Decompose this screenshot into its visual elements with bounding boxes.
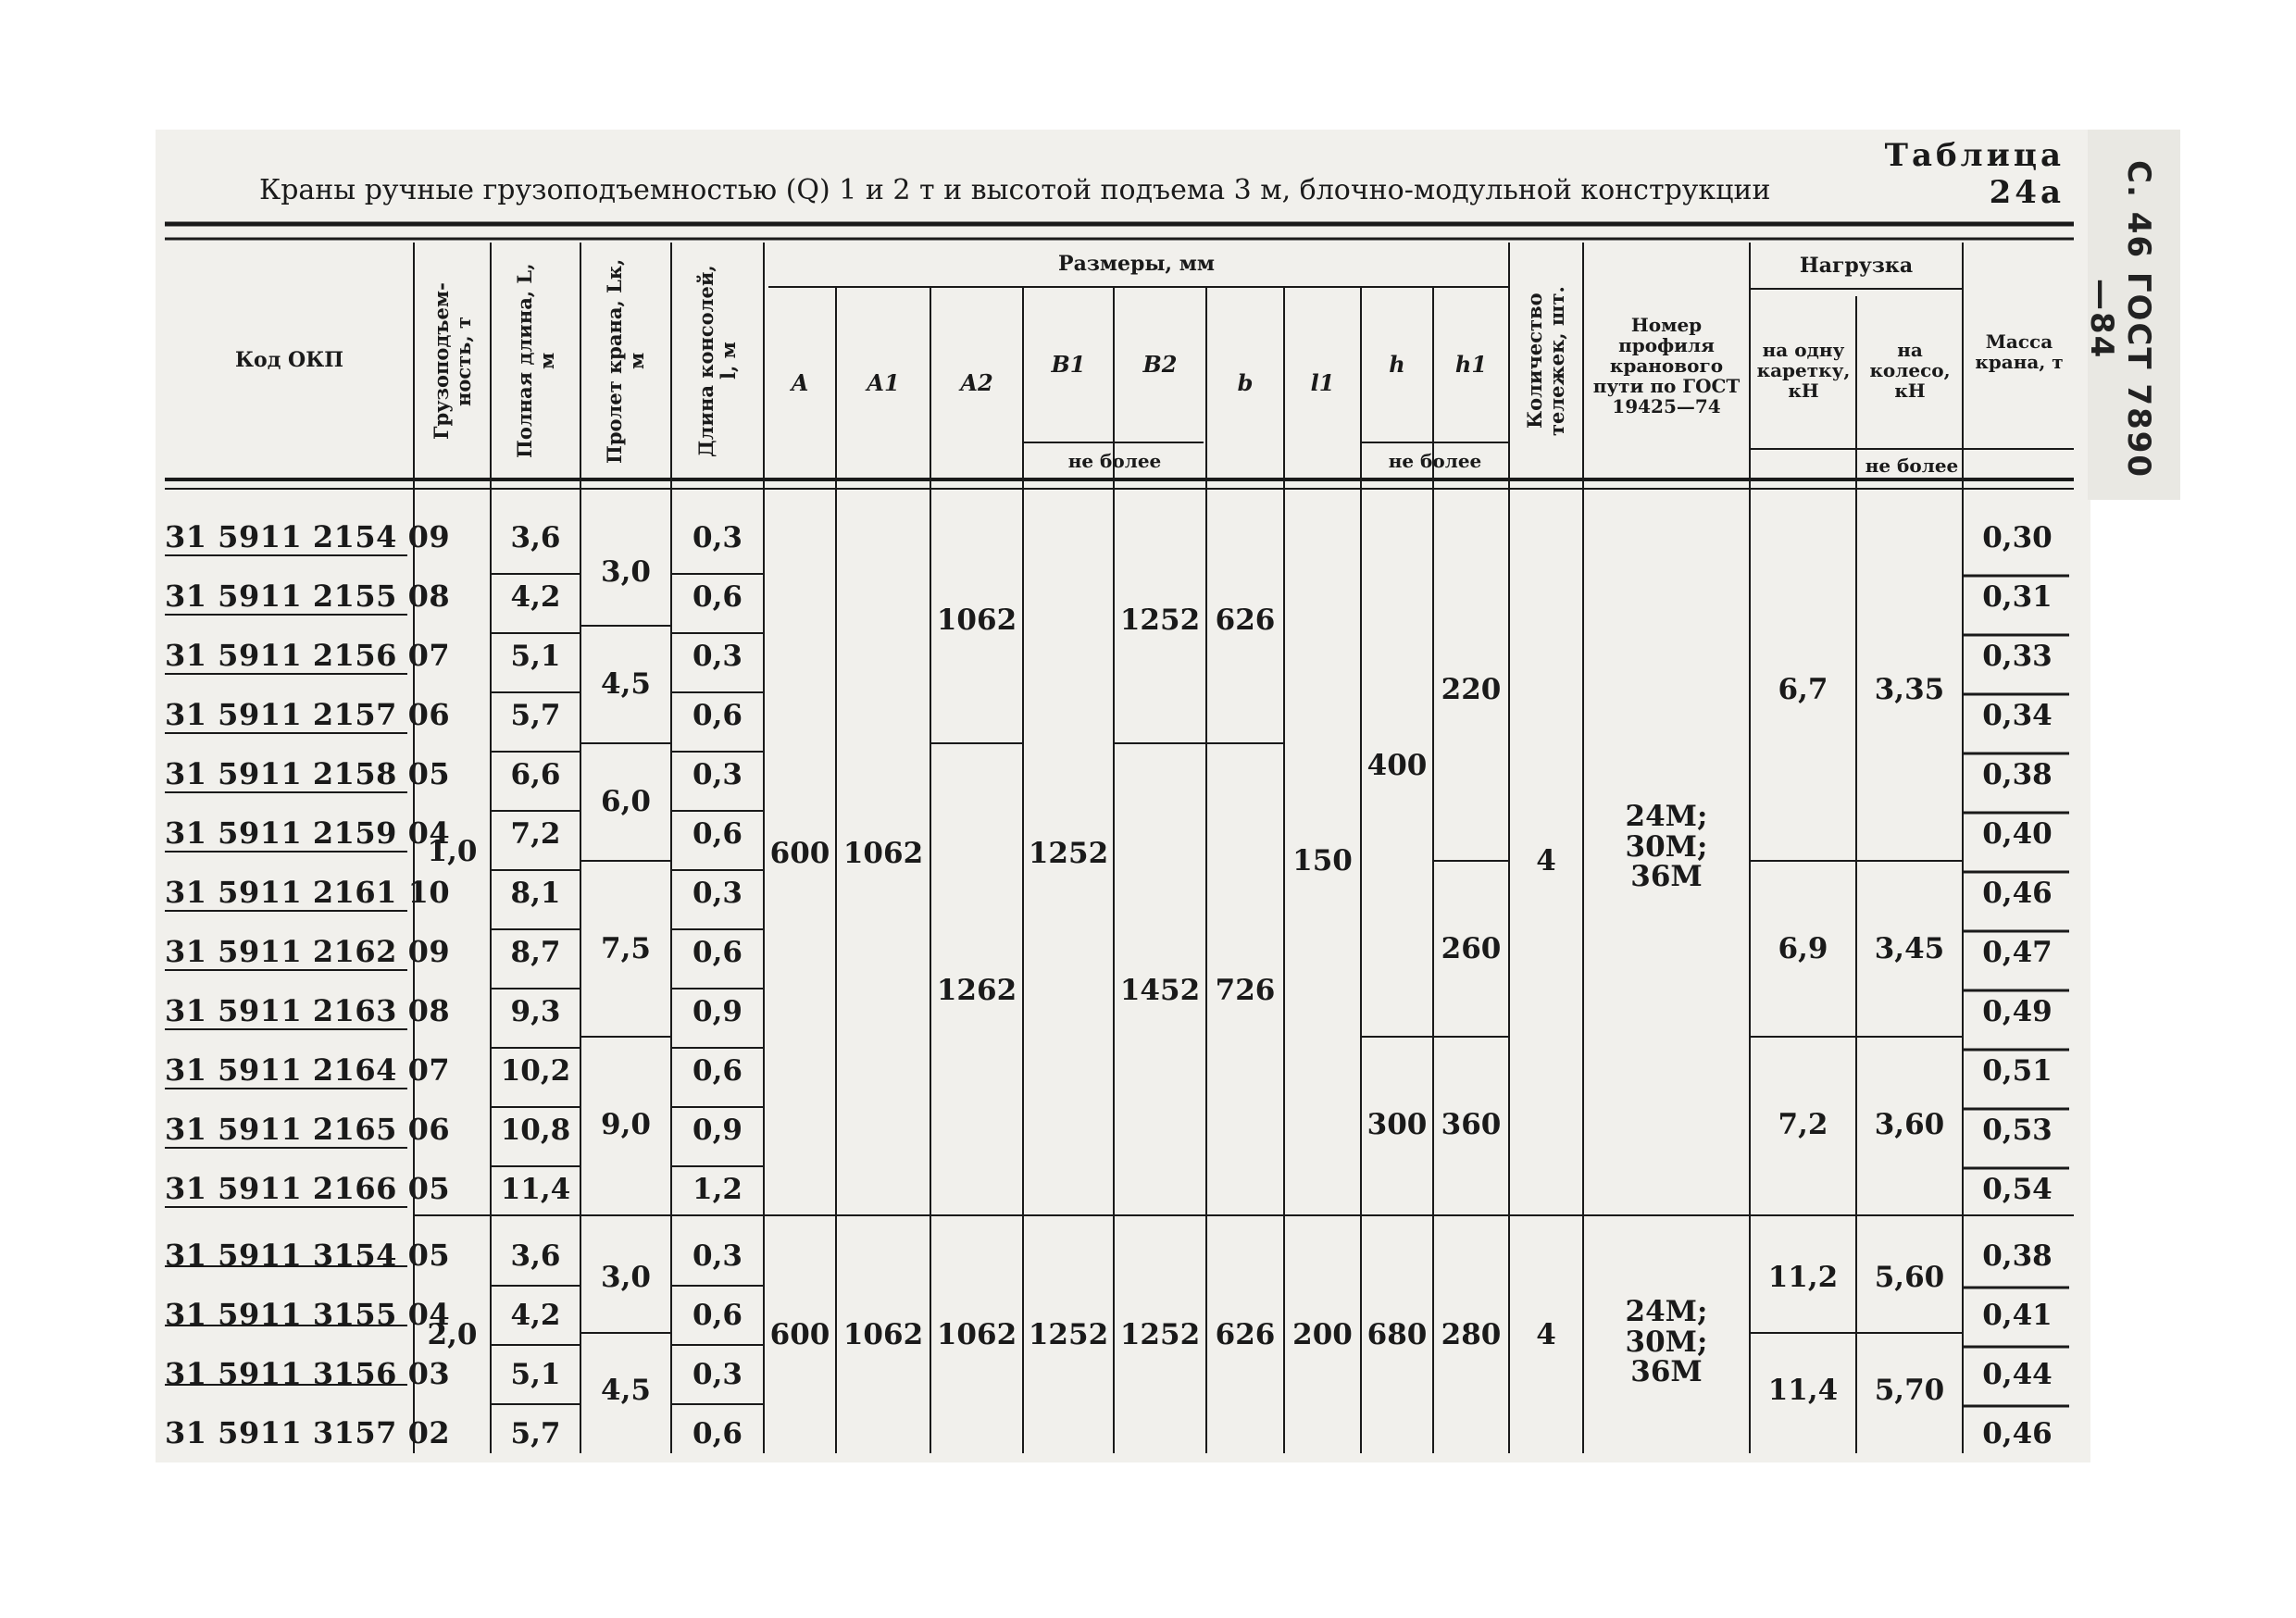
header-B1: B1	[1051, 351, 1086, 379]
h1-cell: 220	[1441, 672, 1502, 706]
full-length-value: 4,2	[510, 1298, 561, 1332]
full-length-value: 5,1	[510, 1357, 561, 1391]
header-mass: Масса крана, т	[1975, 330, 2064, 373]
mass-value: 0,40	[1982, 816, 2053, 851]
console-length-value: 0,6	[693, 935, 742, 969]
header-not-more-h: не более	[1388, 449, 1482, 472]
okp-code: 31 5911 2166 05	[165, 1171, 451, 1207]
A-cell: 600	[769, 1318, 830, 1352]
header-code: Код ОКП	[235, 348, 343, 373]
load-wheel-cell: 3,35	[1874, 672, 1945, 706]
b-cell: 626	[1215, 1318, 1276, 1352]
console-length-value: 0,3	[693, 1357, 742, 1391]
load-cart-cell: 11,4	[1767, 1374, 1839, 1408]
B1-cell: 1252	[1028, 1318, 1109, 1352]
mass-value: 0,54	[1982, 1172, 2053, 1206]
h1-cell: 260	[1441, 931, 1502, 965]
A1-cell: 1062	[842, 837, 924, 871]
full-length-value: 3,6	[510, 1238, 561, 1273]
load-cart-cell: 6,7	[1778, 672, 1828, 706]
mass-value: 0,46	[1982, 876, 2053, 910]
header-full-length: Полная длина, L, м	[512, 263, 558, 459]
l1-cell: 150	[1292, 843, 1353, 877]
header-A1: A1	[867, 369, 900, 397]
full-length-value: 8,7	[510, 935, 561, 969]
span-cell: 9,0	[601, 1107, 651, 1141]
full-length-value: 7,2	[510, 816, 561, 851]
A2-cell: 1062	[936, 603, 1017, 637]
B2-cell: 1252	[1119, 1318, 1201, 1352]
header-not-more-b: не более	[1067, 449, 1162, 472]
capacity-group-2: 2,0	[427, 1318, 478, 1352]
console-length-value: 0,6	[693, 579, 742, 614]
mass-value: 0,31	[1982, 579, 2053, 614]
load-cart-cell: 11,2	[1767, 1260, 1839, 1294]
okp-code: 31 5911 2157 06	[165, 697, 451, 733]
h-cell: 400	[1366, 749, 1428, 783]
header-span: Пролет крана, Lк, м	[602, 258, 648, 464]
header-B2: B2	[1142, 351, 1178, 379]
span-cell: 4,5	[601, 1374, 651, 1408]
console-length-value: 1,2	[693, 1172, 742, 1206]
console-length-value: 0,9	[693, 994, 742, 1028]
okp-code: 31 5911 3156 03	[165, 1356, 451, 1392]
okp-code: 31 5911 2165 06	[165, 1112, 451, 1148]
mass-value: 0,44	[1982, 1357, 2053, 1391]
full-length-value: 10,2	[500, 1053, 571, 1088]
profile-cell: 24М; 30М; 36М	[1625, 1295, 1708, 1389]
header-A: A	[791, 369, 809, 397]
mass-value: 0,49	[1982, 994, 2053, 1028]
okp-code: 31 5911 2156 07	[165, 638, 451, 674]
okp-code: 31 5911 2164 07	[165, 1052, 451, 1089]
console-length-value: 0,3	[693, 876, 742, 910]
load-cart-cell: 7,2	[1778, 1107, 1828, 1141]
header-load: Нагрузка	[1799, 253, 1914, 278]
carts-cell: 4	[1536, 1318, 1556, 1352]
mass-value: 0,30	[1982, 520, 2053, 554]
carts-cell: 4	[1536, 843, 1556, 877]
header-carts: Количество тележек, шт.	[1522, 286, 1568, 436]
okp-code: 31 5911 2155 08	[165, 579, 451, 615]
span-cell: 3,0	[601, 1260, 651, 1294]
full-length-value: 10,8	[500, 1113, 571, 1147]
A2-cell: 1062	[936, 1318, 1017, 1352]
mass-value: 0,38	[1982, 1238, 2053, 1273]
h-cell: 300	[1366, 1107, 1428, 1141]
okp-code: 31 5911 3157 02	[165, 1415, 451, 1451]
h1-cell: 360	[1441, 1107, 1502, 1141]
b-cell: 626	[1215, 603, 1276, 637]
console-length-value: 0,3	[693, 639, 742, 673]
console-length-value: 0,3	[693, 520, 742, 554]
full-length-value: 5,7	[510, 698, 561, 732]
A2-cell: 1262	[936, 973, 1017, 1007]
span-cell: 4,5	[601, 667, 651, 702]
header-b: b	[1237, 369, 1254, 397]
full-length-value: 5,7	[510, 1416, 561, 1450]
full-length-value: 6,6	[510, 757, 561, 791]
span-cell: 6,0	[601, 785, 651, 819]
header-h1: h1	[1454, 351, 1488, 379]
b-cell: 726	[1215, 973, 1276, 1007]
mass-value: 0,51	[1982, 1053, 2053, 1088]
console-length-value: 0,3	[693, 1238, 742, 1273]
mass-value: 0,46	[1982, 1416, 2053, 1450]
console-length-value: 0,6	[693, 698, 742, 732]
header-load-cart: на одну каретку, кН	[1756, 339, 1851, 402]
h1-cell: 280	[1441, 1318, 1502, 1352]
header-profile: Номер профиля кранового пути по ГОСТ 19425—74	[1592, 314, 1741, 417]
B2-cell: 1452	[1119, 973, 1201, 1007]
page-reference: С. 46 ГОСТ 7890—84	[2083, 159, 2157, 479]
mass-value: 0,34	[1982, 698, 2053, 732]
header-load-not-more: не более	[1865, 454, 1959, 477]
console-length-value: 0,9	[693, 1113, 742, 1147]
okp-code: 31 5911 2158 05	[165, 756, 451, 792]
okp-code: 31 5911 3154 05	[165, 1238, 451, 1274]
mass-value: 0,41	[1982, 1298, 2053, 1332]
B2-cell: 1252	[1119, 603, 1201, 637]
console-length-value: 0,3	[693, 757, 742, 791]
load-cart-cell: 6,9	[1778, 931, 1828, 965]
capacity-group-1: 1,0	[427, 834, 478, 868]
profile-cell: 24М; 30М; 36М	[1625, 800, 1708, 894]
mass-value: 0,47	[1982, 935, 2053, 969]
full-length-value: 5,1	[510, 639, 561, 673]
full-length-value: 3,6	[510, 520, 561, 554]
okp-code: 31 5911 2163 08	[165, 993, 451, 1029]
load-wheel-cell: 3,45	[1874, 931, 1945, 965]
header-A2: A2	[960, 369, 993, 397]
okp-code: 31 5911 2154 09	[165, 519, 451, 555]
full-length-value: 11,4	[500, 1172, 571, 1206]
okp-code: 31 5911 2162 09	[165, 934, 451, 970]
A1-cell: 1062	[842, 1318, 924, 1352]
mass-value: 0,33	[1982, 639, 2053, 673]
A-cell: 600	[769, 837, 830, 871]
B1-cell: 1252	[1028, 837, 1109, 871]
table-number: Таблица 24а	[1884, 137, 2065, 211]
span-cell: 3,0	[601, 554, 651, 589]
header-h: h	[1389, 351, 1405, 379]
okp-code: 31 5911 2159 04	[165, 815, 451, 852]
mass-value: 0,53	[1982, 1113, 2053, 1147]
h-cell: 680	[1366, 1318, 1428, 1352]
header-dimensions: Размеры, мм	[1058, 252, 1215, 277]
load-wheel-cell: 5,70	[1874, 1374, 1945, 1408]
okp-code: 31 5911 3155 04	[165, 1297, 451, 1333]
header-l1: l1	[1310, 369, 1335, 397]
header-load-wheel: на колесо, кН	[1869, 339, 1951, 402]
header-console: Длина консолей, l, м	[693, 265, 740, 457]
load-wheel-cell: 5,60	[1874, 1260, 1945, 1294]
span-cell: 7,5	[601, 931, 651, 965]
console-length-value: 0,6	[693, 1298, 742, 1332]
header-capacity: Грузоподъем-ность, т	[429, 282, 475, 440]
full-length-value: 8,1	[510, 876, 561, 910]
load-wheel-cell: 3,60	[1874, 1107, 1945, 1141]
console-length-value: 0,6	[693, 1416, 742, 1450]
full-length-value: 4,2	[510, 579, 561, 614]
mass-value: 0,38	[1982, 757, 2053, 791]
console-length-value: 0,6	[693, 816, 742, 851]
okp-code: 31 5911 2161 10	[165, 875, 451, 911]
console-length-value: 0,6	[693, 1053, 742, 1088]
full-length-value: 9,3	[510, 994, 561, 1028]
table-title: Краны ручные грузоподъемностью (Q) 1 и 2 т и высотой подъема 3 м, блочно-модульной конструкции	[259, 174, 1771, 206]
l1-cell: 200	[1292, 1318, 1353, 1352]
